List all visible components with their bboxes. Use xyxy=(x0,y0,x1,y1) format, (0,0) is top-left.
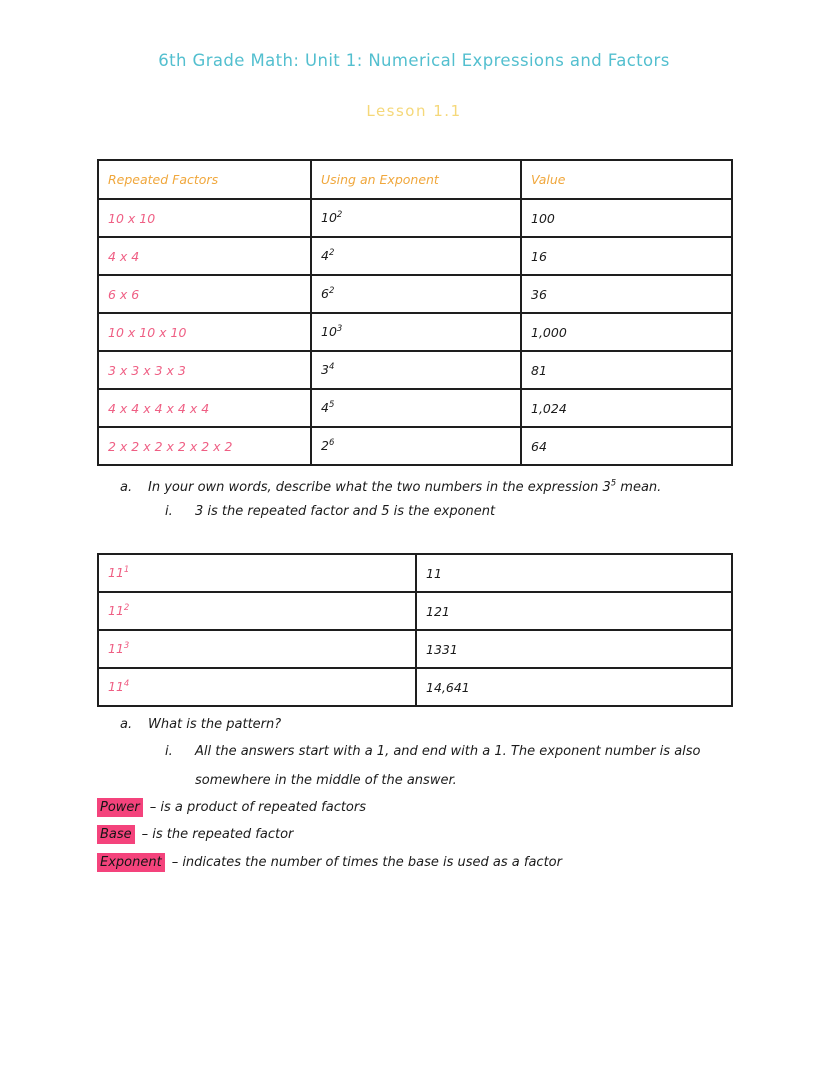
cell-repeated-factors: 3 x 3 x 3 x 3 xyxy=(98,351,311,389)
table-row xyxy=(98,554,732,592)
exponent-table xyxy=(97,159,733,466)
answer-i2 xyxy=(165,737,701,795)
answer-i1-text: 3 is the repeated factor and 5 is the exponent xyxy=(195,504,496,519)
cell-power: $11^2$ xyxy=(98,592,416,630)
cell-value: 121 xyxy=(416,592,732,630)
cell-repeated-factors: 4 x 4 xyxy=(98,237,311,275)
question-a2-label: a. xyxy=(120,717,133,732)
page-title: 6th Grade Math: Unit 1: Numerical Expressions and Factors xyxy=(158,51,670,70)
powers-of-11-table xyxy=(97,553,733,707)
table-row xyxy=(98,275,732,313)
header-repeated-factors: Repeated Factors xyxy=(98,160,311,199)
cell-value: 64 xyxy=(521,427,732,465)
highlighted-term-exponent: Exponent xyxy=(97,853,165,872)
cell-exponent: $6^2$ xyxy=(311,275,521,313)
table-header-row xyxy=(98,160,732,199)
table-row xyxy=(98,237,732,275)
question-a2 xyxy=(120,710,281,739)
definition-base xyxy=(97,820,293,849)
cell-exponent: $10^3$ xyxy=(311,313,521,351)
cell-value: 1,000 xyxy=(521,313,732,351)
definition-exponent-text: – indicates the number of times the base is used as a factor xyxy=(171,855,562,870)
cell-power: $11^1$ xyxy=(98,554,416,592)
table-row xyxy=(98,199,732,237)
cell-value: 36 xyxy=(521,275,732,313)
table-row xyxy=(98,630,732,668)
cell-power: $11^4$ xyxy=(98,668,416,706)
cell-value: 14,641 xyxy=(416,668,732,706)
cell-exponent: $3^4$ xyxy=(311,351,521,389)
cell-value: 16 xyxy=(521,237,732,275)
cell-value: 100 xyxy=(521,199,732,237)
question-a1-label: a. xyxy=(120,480,133,496)
cell-exponent: $4^2$ xyxy=(311,237,521,275)
cell-repeated-factors: 6 x 6 xyxy=(98,275,311,313)
header-using-an-exponent: Using an Exponent xyxy=(311,160,521,199)
definition-power-text: – is a product of repeated factors xyxy=(149,800,367,815)
answer-i2-line2: somewhere in the middle of the answer. xyxy=(195,773,457,788)
cell-exponent: $2^6$ xyxy=(311,427,521,465)
cell-repeated-factors: 4 x 4 x 4 x 4 x 4 xyxy=(98,389,311,427)
cell-repeated-factors: 10 x 10 x 10 xyxy=(98,313,311,351)
table-row xyxy=(98,668,732,706)
cell-value: 1,024 xyxy=(521,389,732,427)
cell-exponent: $4^5$ xyxy=(311,389,521,427)
answer-i1-label: i. xyxy=(165,504,173,519)
header-value: Value xyxy=(521,160,732,199)
cell-repeated-factors: 10 x 10 xyxy=(98,199,311,237)
cell-value: 11 xyxy=(416,554,732,592)
question-a2-text: What is the pattern? xyxy=(148,717,282,732)
cell-power: $11^3$ xyxy=(98,630,416,668)
table-row xyxy=(98,427,732,465)
lesson-subtitle: Lesson 1.1 xyxy=(366,102,462,120)
answer-i2-line1: All the answers start with a 1, and end with a 1. The exponent number is also xyxy=(195,744,701,759)
highlighted-term-base: Base xyxy=(97,825,135,844)
answer-i1 xyxy=(165,497,495,526)
table-row xyxy=(98,313,732,351)
definition-power xyxy=(97,793,366,822)
cell-repeated-factors: 2 x 2 x 2 x 2 x 2 x 2 xyxy=(98,427,311,465)
answer-i2-label: i. xyxy=(165,744,173,759)
table-row xyxy=(98,389,732,427)
cell-exponent: $10^2$ xyxy=(311,199,521,237)
definition-exponent xyxy=(97,848,562,877)
definition-base-text: – is the repeated factor xyxy=(141,827,294,842)
cell-value: 81 xyxy=(521,351,732,389)
cell-value: 1331 xyxy=(416,630,732,668)
question-a1-text: In your own words, describe what the two numbers in the expression $3^5$ mean. xyxy=(148,479,662,496)
highlighted-term-power: Power xyxy=(97,798,143,817)
table-row xyxy=(98,351,732,389)
table-row xyxy=(98,592,732,630)
